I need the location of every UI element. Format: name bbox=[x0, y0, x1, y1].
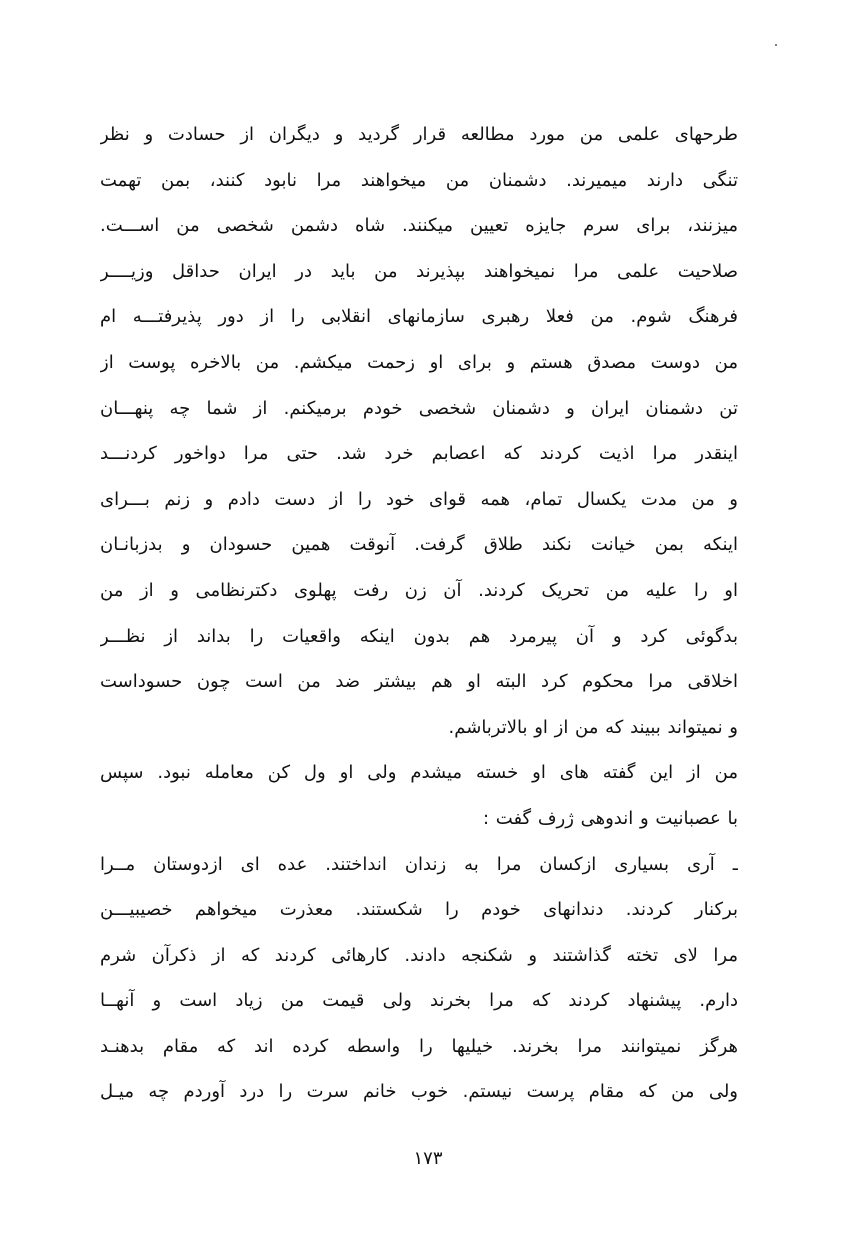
text-line: میزنند، برای سرم جایزه تعیین میکنند. شاه دشمن شخصی من اســـت. bbox=[100, 215, 738, 237]
text-line: اینکه بمن خیانت نکند طلاق گرفت. آنوقت همین حسودان و بدزبانـان bbox=[100, 534, 738, 556]
text-line: صلاحیت علمی مرا نمیخواهند بپذیرند من باید در ایران حداقل وزیــــر bbox=[100, 260, 738, 282]
text-line: طرحهای علمی من مورد مطالعه قرار گردید و دیگران از حسادت و نظر bbox=[100, 124, 738, 145]
text-line: بدگوئی کرد و آن پیرمرد هم بدون اینکه واقعیات را بداند از نظـــر bbox=[100, 625, 738, 647]
body-text bbox=[100, 112, 738, 1115]
text-line: من دوست مصدق هستم و برای او زحمت میکشم. من بالاخره پوست از bbox=[100, 351, 738, 373]
text-line: اینقدر مرا اذیت کردند که اعصابم خرد شد. حتی مرا دواخور کردنـــد bbox=[100, 443, 738, 465]
margin-dot bbox=[775, 44, 777, 46]
text-line: ولی من که مقام پرست نیستم. خوب خانم سرت را درد آوردم چه میـل bbox=[100, 1081, 738, 1103]
text-line: برکنار کردند. دندانهای خودم را شکستند. معذرت میخواهم خصیبیـــن bbox=[100, 899, 738, 921]
paragraph-last-line: و نمیتواند ببیند که من از او بالاترباشم. bbox=[448, 716, 738, 738]
text-line: تن دشمنان ایران و دشمنان شخصی خودم برمیکنم. از شما چه پنهـــان bbox=[100, 397, 738, 419]
text-line: ـ آری بسیاری ازکسان مرا به زندان انداختند. عده ای ازدوستان مــرا bbox=[100, 853, 738, 875]
page-number: ۱۷۳ bbox=[413, 1148, 443, 1169]
text-line: او را علیه من تحریک کردند. آن زن رفت پهلوی دکترنظامی و از من bbox=[100, 579, 738, 601]
text-line: من از این گفته های او خسته میشدم ولی او ول کن معامله نبود. سپس bbox=[100, 762, 738, 784]
text-line: اخلاقی مرا محکوم کرد البته او هم بیشتر ضد من است چون حسوداست bbox=[100, 671, 738, 693]
text-line: تنگی دارند میمیرند. دشمنان من میخواهند مرا نابود کنند، بمن تهمت bbox=[100, 169, 738, 191]
text-line: هرگز نمیتوانند مرا بخرند. خیلیها را واسطه کرده اند که مقام بدهنـد bbox=[100, 1035, 738, 1057]
text-line: دارم. پیشنهاد کردند که مرا بخرند ولی قیمت من زیاد است و آنهــا bbox=[100, 990, 738, 1012]
text-line: مرا لای تخته گذاشتند و شکنجه دادند. کارهائی کردند که از ذکرآن شرم bbox=[100, 944, 738, 966]
paragraph-last-line: با عصبانیت و اندوهی ژرف گفت : bbox=[482, 807, 738, 829]
text-line: و من مدت یکسال تمام، همه قوای خود را از دست دادم و زنم بـــرای bbox=[100, 488, 738, 510]
text-line: فرهنگ شوم. من فعلا رهبری سازمانهای انقلابی را از دور پذیرفتـــه ام bbox=[100, 306, 738, 328]
